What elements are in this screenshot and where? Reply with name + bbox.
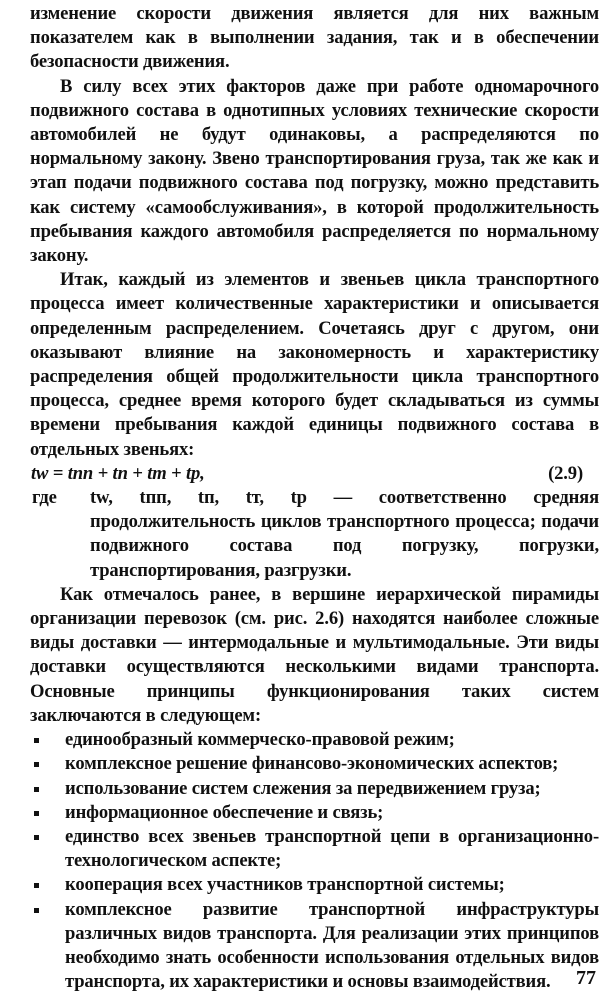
formula-2-9: [30, 462, 599, 486]
paragraph-continuation: изменение скорости движения является для них важным показателем как в выполнении задания, так и в обеспечении безопасности движения.: [30, 3, 599, 73]
page-body: [30, 2, 599, 994]
principles-list: [30, 728, 599, 994]
list-item: [30, 873, 599, 897]
list-item: [30, 752, 599, 776]
list-item: [30, 777, 599, 801]
bullet-icon: [34, 835, 39, 840]
bullet-icon: [34, 908, 39, 913]
paragraph-factors: В силу всех этих факторов даже при работе одномарочного подвижного состава в однотипных условиях технические скорости автомобилей не будут одинаковы, а распределяются по нормальному закону. Звено транспортирования груза, так же как и этап подачи подвижного состава под погрузку, можно представить как систему «самообслуживания», в которой продолжительность пребывания каждого автомобиля распределяется по нормальному закону.: [30, 75, 599, 267]
legend-text: tw, tпп, tп, tт, tр — соответственно средняя продолжительность циклов транспортного процесса; подачи подвижного состава под погрузку, погрузки, транспортирования, разгрузки.: [90, 487, 599, 581]
list-item-text: единообразный коммерческо-правовой режим;: [65, 729, 455, 751]
list-item: [30, 898, 599, 995]
list-item-text: информационное обеспечение и связь;: [65, 801, 384, 823]
paragraph-cycle: Итак, каждый из элементов и звеньев цикла транспортного процесса имеет количественные характеристики и описывается определенным распределением. Сочетаясь друг с другом, они оказывают влияние на закономерность и характеристику распределения общей продолжительности цикла транспортного процесса, среднее время которого будет складываться из суммы времени пребывания каждой единицы подвижного состава в отдельных звеньях:: [30, 269, 599, 460]
bullet-icon: [34, 811, 39, 816]
bullet-icon: [34, 883, 39, 888]
legend-label: где: [32, 487, 57, 509]
list-item-text: комплексное решение финансово-экономических аспектов;: [65, 753, 559, 775]
list-item: [30, 825, 599, 873]
list-item-text: использование систем слежения за передвижением груза;: [65, 777, 541, 799]
list-item-text: кооперация всех участников транспортной системы;: [65, 874, 505, 896]
bullet-icon: [34, 762, 39, 767]
list-item-text: единство всех звеньев транспортной цепи в организационно-технологическом аспекте;: [65, 825, 599, 872]
bullet-icon: [34, 787, 39, 792]
list-item: [30, 801, 599, 825]
paragraph-intermodal: Как отмечалось ранее, в вершине иерархической пирамиды организации перевозок (см. рис. 2.6) находятся наиболее сложные виды доставки — интермодальные и мультимодальные. Эти виды доставки осуществляются несколькими видами транспорта. Основные принципы функционирования таких систем заключаются в следующем:: [30, 583, 599, 726]
formula-expression: tw = tпп + tп + tт + tр,: [31, 462, 205, 484]
formula-legend: [30, 486, 599, 583]
bullet-icon: [34, 738, 39, 743]
list-item-text: комплексное развитие транспортной инфраструктуры различных видов транспорта. Для реализации этих принципов необходимо знать особенности использования отдельных видов транспорта, их характеристики и основы взаимодействия.: [65, 898, 599, 993]
formula-number: (2.9): [548, 462, 583, 484]
list-item: [30, 728, 599, 752]
page-number: 77: [576, 967, 596, 989]
